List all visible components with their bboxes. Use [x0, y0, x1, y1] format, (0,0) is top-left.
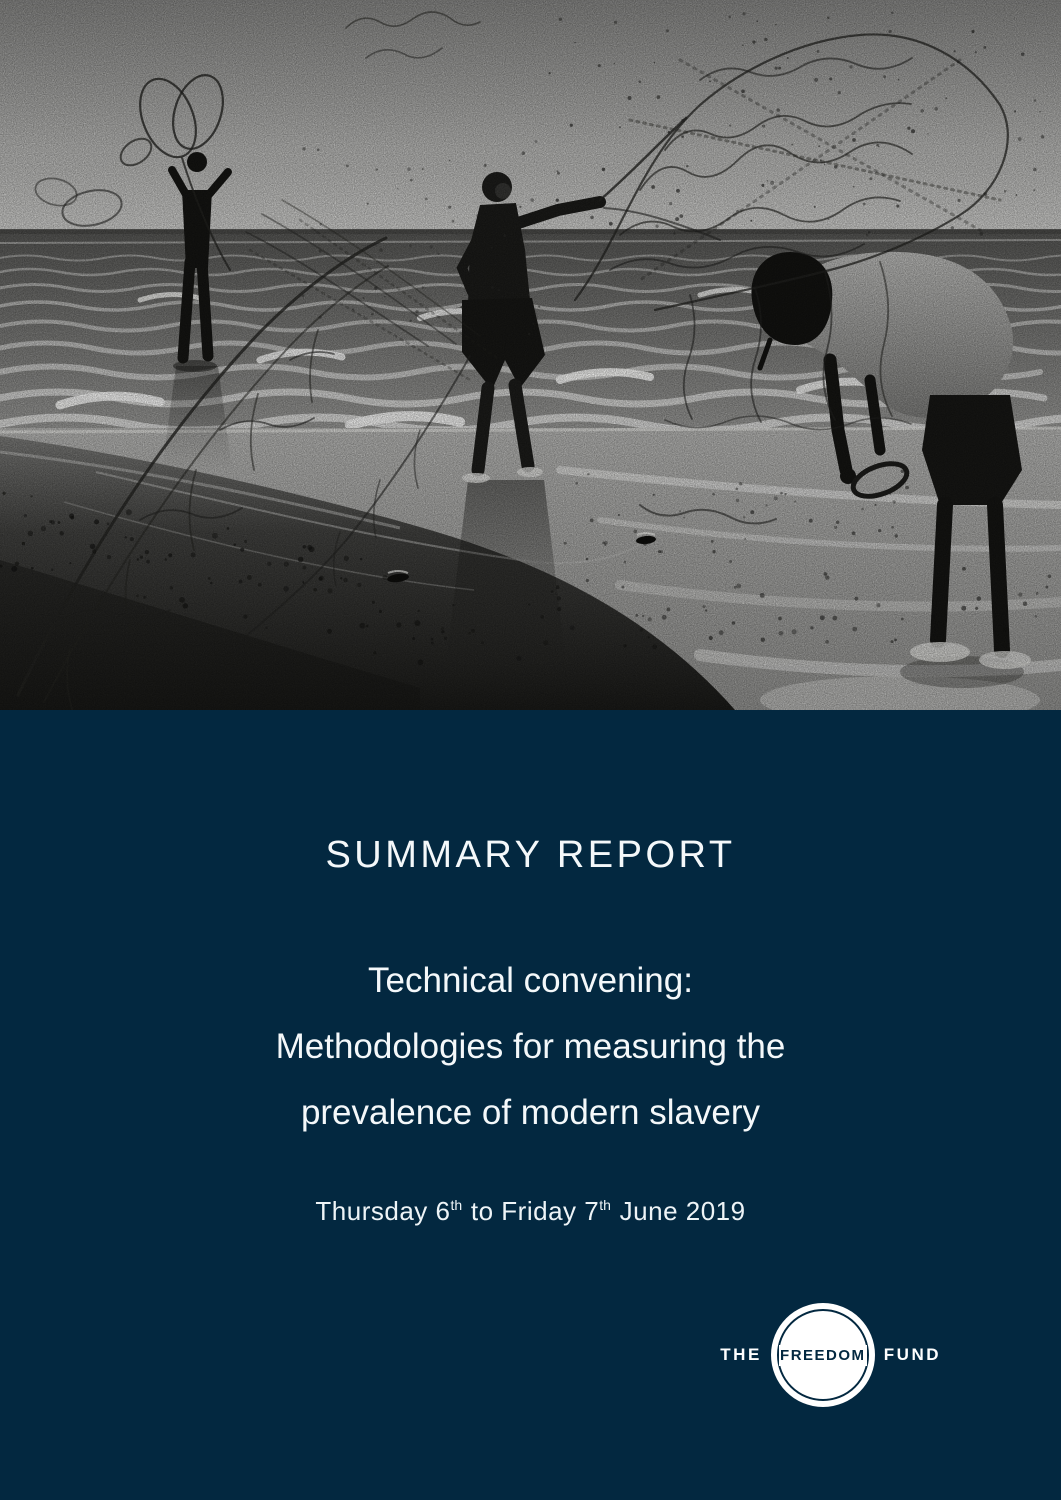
cover-photo — [0, 0, 1061, 710]
photo-grain-overlay — [0, 0, 1061, 710]
date-ordinal-suffix: th — [599, 1197, 611, 1213]
date-part: to Friday 7 — [463, 1196, 600, 1226]
report-title — [0, 948, 1061, 1146]
report-title-line-2: Methodologies for measuring the — [275, 1027, 786, 1066]
logo-word-fund: FUND — [883, 1345, 941, 1364]
date-part: Thursday 6 — [315, 1196, 451, 1226]
freedom-fund-logo — [720, 1302, 941, 1408]
report-title-line-1: Technical convening: — [368, 961, 693, 1000]
report-title-line-3: prevalence of modern slavery — [300, 1093, 761, 1132]
date-ordinal-suffix: th — [450, 1197, 463, 1213]
date-part: June 2019 — [611, 1196, 746, 1226]
freedom-fund-logo-circle-icon — [771, 1303, 875, 1407]
report-type-heading: SUMMARY REPORT — [325, 834, 736, 876]
event-date — [0, 1196, 1061, 1227]
cover-photo-svg — [0, 0, 1061, 710]
logo-word-the: THE — [720, 1345, 762, 1364]
logo-word-freedom: FREEDOM — [780, 1346, 866, 1364]
